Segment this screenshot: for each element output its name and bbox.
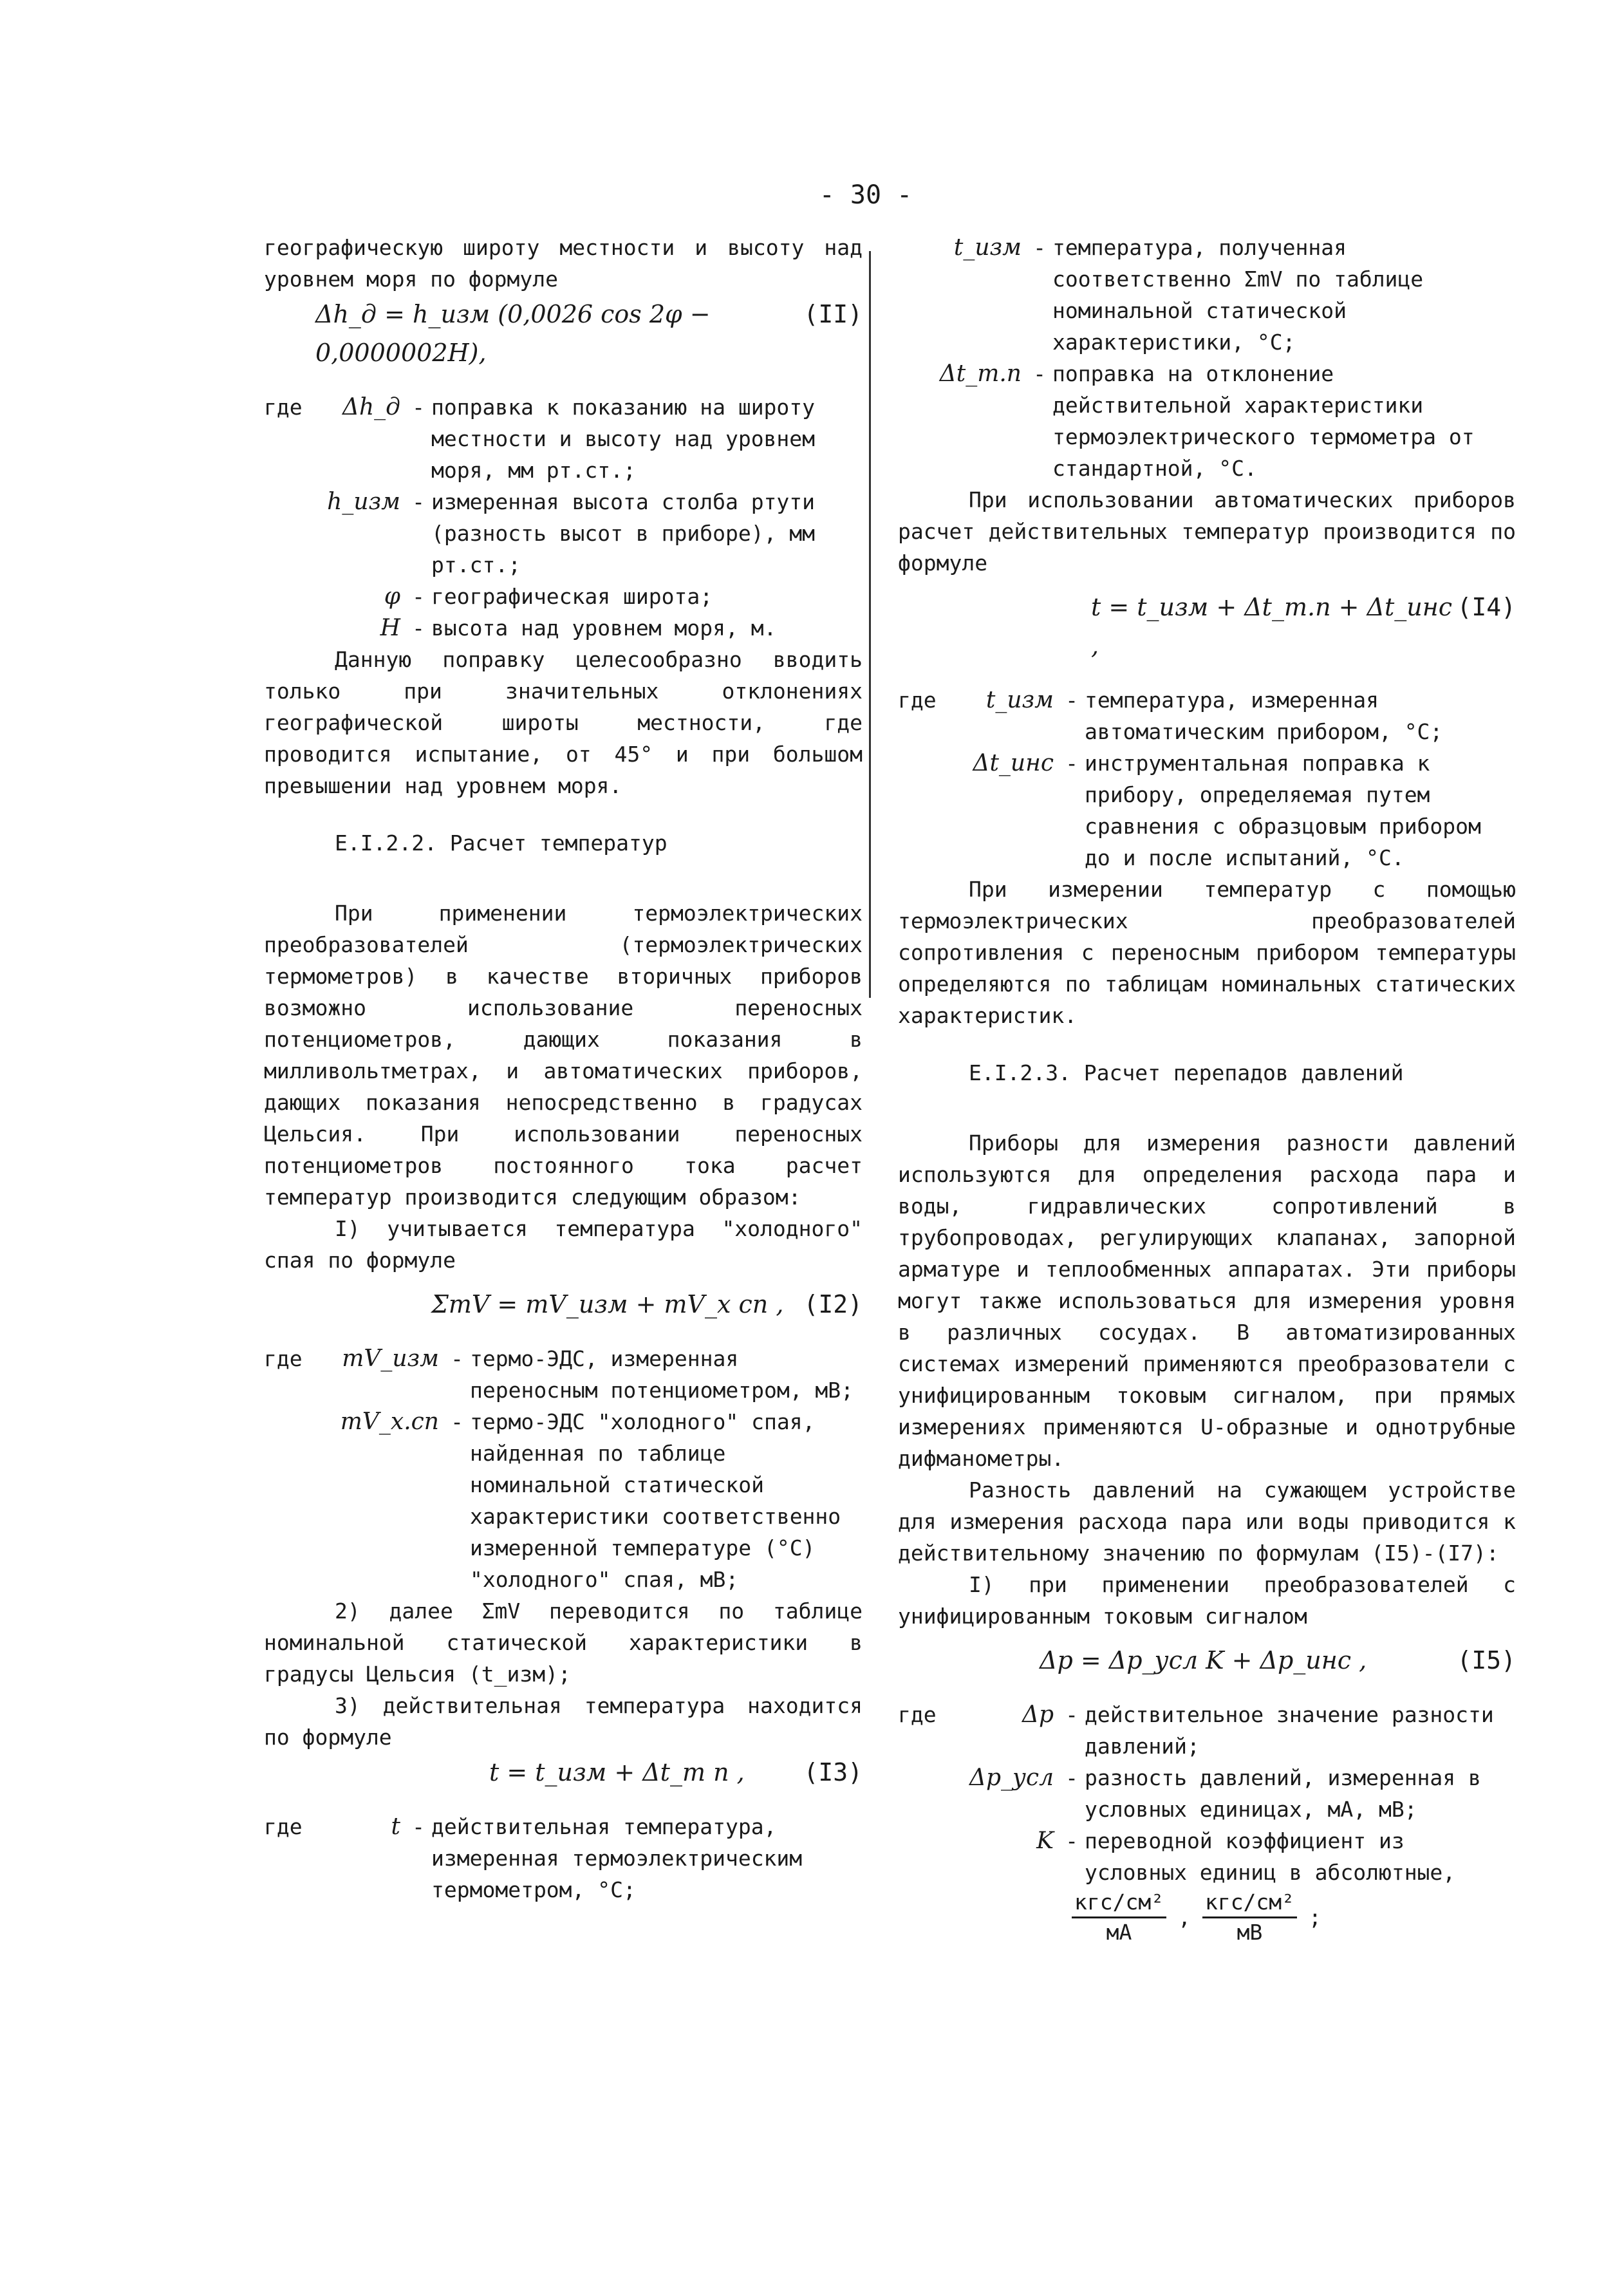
formula-13-expression: t = t_изм + Δt_т п , xyxy=(489,1758,745,1786)
where-label: где xyxy=(898,1702,937,1727)
formula-12 xyxy=(264,1285,863,1324)
definition-mv-xsp: термо-ЭДС "холодного" спая, найденная по таблице номинальной статической характеристики соответственно измеренной температуре (°С) "холодного" спая, мВ; xyxy=(470,1409,841,1592)
formula-11-number: (II) xyxy=(803,300,863,328)
formula-13 xyxy=(264,1753,863,1792)
formula-14-number: (I4) xyxy=(1457,593,1516,621)
step-2-paragraph: 2) далее ΣmV переводится по таблице номинальной статической характеристики в градусы Цельсия (t_изм); xyxy=(264,1598,863,1687)
formula-11 xyxy=(264,295,863,372)
symbol-delta-p-usl: Δp_усл xyxy=(969,1765,1054,1791)
symbol-H: H xyxy=(380,615,400,641)
definition-t-izm-auto: температура, измеренная автоматическим прибором, °С; xyxy=(1085,688,1443,744)
symbol-delta-p: Δp xyxy=(1022,1701,1054,1728)
where-label: где xyxy=(264,1346,303,1371)
left-column xyxy=(264,232,863,1906)
section-heading-e123: Е.I.2.3. Расчет перепадов давлений xyxy=(969,1060,1404,1085)
thermo-paragraph: При применении термоэлектрических преобразователей (термоэлектрических термометров) в качестве вторичных приборов возможно использование переносных потенциометров, дающих показания в милливольтметрах, и автоматических приборов, дающих показания непосредственно в градусах Цельсия. При использовании переносных потенциометров постоянного тока расчет температур производится следующим образом: xyxy=(264,901,863,1210)
definition-t: действительная температура, измеренная термоэлектрическим термометром, °С; xyxy=(431,1814,803,1902)
definitions-12: где mV_изм - термо-ЭДС, измеренная переносным потенциометром, мВ; mV_х.сп - термо-ЭДС "холодного" спая, найденная по таблице номинальной статической характеристики соответственно измеренной температуре (°С) "холодного" спая, мВ; xyxy=(264,1343,863,1595)
definition-H: высота над уровнем моря, м. xyxy=(431,615,777,641)
formula-13-number: (I3) xyxy=(803,1758,863,1786)
pressure-paragraph: Приборы для измерения разности давлений используются для определения расхода пара и воды, гидравлических сопротивлений в трубопроводах, регулирующих клапанах, запорной арматуре и теплообменных аппаратах. Эти приборы могут также использоваться для измерения уровня в различных сосудах. В автоматизированных системах измерений применяются преобразователи с унифицированным токовым сигналом, при прямых измерениях применяются U-образные и однотрубные дифманометры. xyxy=(898,1130,1516,1471)
symbol-K: K xyxy=(1036,1828,1054,1854)
symbol-t-izm-auto: t_изм xyxy=(985,687,1054,713)
formula-14 xyxy=(898,588,1516,665)
definitions-13-continued: t_изм - температура, полученная соответственно ΣmV по таблице номинальной статической характеристики, °С; Δt_т.п - поправка на отклонение действительной характеристики термоэлектрического термометра от стандартной, °С. xyxy=(898,232,1516,484)
auto-paragraph: При использовании автоматических приборов расчет действительных температур производится по формуле xyxy=(898,487,1516,576)
definition-K: переводной коэффициент из условных единиц в абсолютные, xyxy=(1085,1828,1456,1885)
step-1-paragraph: I) учитывается температура "холодного" спая по формуле xyxy=(264,1216,863,1273)
narrowing-paragraph: Разность давлений на сужающем устройстве для измерения расхода пара или воды приводится к действительному значению по формулам (I5)-(I7): xyxy=(898,1477,1516,1566)
definition-delta-t-ins: инструментальная поправка к прибору, определяемая путем сравнения с образцовым прибором до и после испытаний, °С. xyxy=(1085,751,1481,870)
definition-delta-p: действительное значение разности давлений; xyxy=(1085,1702,1494,1759)
definitions-13: где t - действительная температура, измеренная термоэлектрическим термометром, °С; xyxy=(264,1811,863,1906)
where-label: где xyxy=(264,395,303,420)
right-column xyxy=(898,232,1516,1947)
symbol-t-izm: t_изм xyxy=(953,234,1022,261)
definition-phi: географическая широта; xyxy=(431,584,713,609)
where-label: где xyxy=(264,1814,303,1839)
symbol-phi: φ xyxy=(384,583,400,610)
symbol-mv-izm: mV_изм xyxy=(342,1345,439,1372)
symbol-delta-t-ins: Δt_инс xyxy=(973,750,1054,776)
definition-delta-t-tp: поправка на отклонение действительной характеристики термоэлектрического термометра от стандартной, °С. xyxy=(1052,361,1475,481)
symbol-delta-t-tp: Δt_т.п xyxy=(939,361,1022,387)
definition-mv-izm: термо-ЭДС, измеренная переносным потенциометром, мВ; xyxy=(470,1346,854,1403)
formula-12-number: (I2) xyxy=(803,1290,863,1318)
fraction-kgs-ma: $\frac{\text{кгс/см²}}{мА}$ xyxy=(1072,1888,1166,1947)
resistance-paragraph: При измерении температур с помощью термоэлектрических преобразователей сопротивления с переносным прибором температуры определяются по таблицам номинальных статических характеристик. xyxy=(898,877,1516,1028)
step-3-paragraph: 3) действительная температура находится по формуле xyxy=(264,1693,863,1750)
formula-12-expression: ΣmV = mV_изм + mV_х сп , xyxy=(431,1290,784,1318)
definition-t-izm: температура, полученная соответственно ΣmV по таблице номинальной статической характеристики, °С; xyxy=(1052,235,1424,355)
symbol-mv-xsp: mV_х.сп xyxy=(340,1409,439,1435)
formula-15 xyxy=(898,1641,1516,1680)
note-paragraph: Данную поправку целесообразно вводить только при значительных отклонениях географической широты местности, где проводится испытание, от 45° и при большом превышении над уровнем моря. xyxy=(264,647,863,798)
step-1-right-paragraph: I) при применении преобразователей с унифицированным токовым сигналом xyxy=(898,1572,1516,1629)
symbol-t: t xyxy=(391,1813,400,1840)
fraction-kgs-mv: $\frac{\text{кгс/см²}}{мВ}$ xyxy=(1202,1888,1297,1947)
intro-paragraph: географическую широту местности и высоту над уровнем моря по формуле xyxy=(264,235,863,292)
definitions-11: где Δh_д - поправка к показанию на широту местности и высоту над уровнем моря, мм рт.ст.; h_изм - измеренная высота столба ртути (разность высот в приборе), мм рт.ст.; φ - географическая широта; H - высота над уровнем моря, м. xyxy=(264,391,863,644)
definition-delta-p-usl: разность давлений, измеренная в условных единицах, мА, мВ; xyxy=(1085,1765,1481,1822)
formula-11-expression: Δh_д = h_изм (0,0026 cos 2φ − 0,0000002H), xyxy=(315,300,711,367)
formula-15-expression: Δp = Δp_усл K + Δp_инс , xyxy=(1040,1646,1367,1674)
symbol-h-izm: h_изм xyxy=(327,489,400,515)
formula-15-number: (I5) xyxy=(1457,1646,1516,1674)
formula-14-expression: t = t_изм + Δt_т.п + Δt_инс , xyxy=(1091,593,1453,660)
where-label: где xyxy=(898,688,937,713)
section-heading-e122: Е.I.2.2. Расчет температур xyxy=(335,830,667,856)
definition-delta-h: поправка к показанию на широту местности и высоту над уровнем моря, мм рт.ст.; xyxy=(431,395,816,483)
symbol-delta-h: Δh_д xyxy=(342,394,400,420)
unit-fractions: $\frac{\text{кгс/см²}}{мА}$ , $\frac{\text{кгс/см²}}{мВ}$ ; xyxy=(1072,1888,1516,1947)
definitions-15: где Δp - действительное значение разности давлений; Δp_усл - разность давлений, измеренная в условных единицах, мА, мВ; K - переводной коэффициент из условных единиц в абсолютные, xyxy=(898,1699,1516,1888)
definition-h-izm: измеренная высота столба ртути (разность высот в приборе), мм рт.ст.; xyxy=(431,489,816,577)
column-divider xyxy=(869,251,871,998)
definitions-14: где t_изм - температура, измеренная автоматическим прибором, °С; Δt_инс - инструментальная поправка к прибору, определяемая путем сравнения с образцовым прибором до и после испытаний, °С. xyxy=(898,684,1516,874)
page-number: - 30 - xyxy=(819,180,913,210)
